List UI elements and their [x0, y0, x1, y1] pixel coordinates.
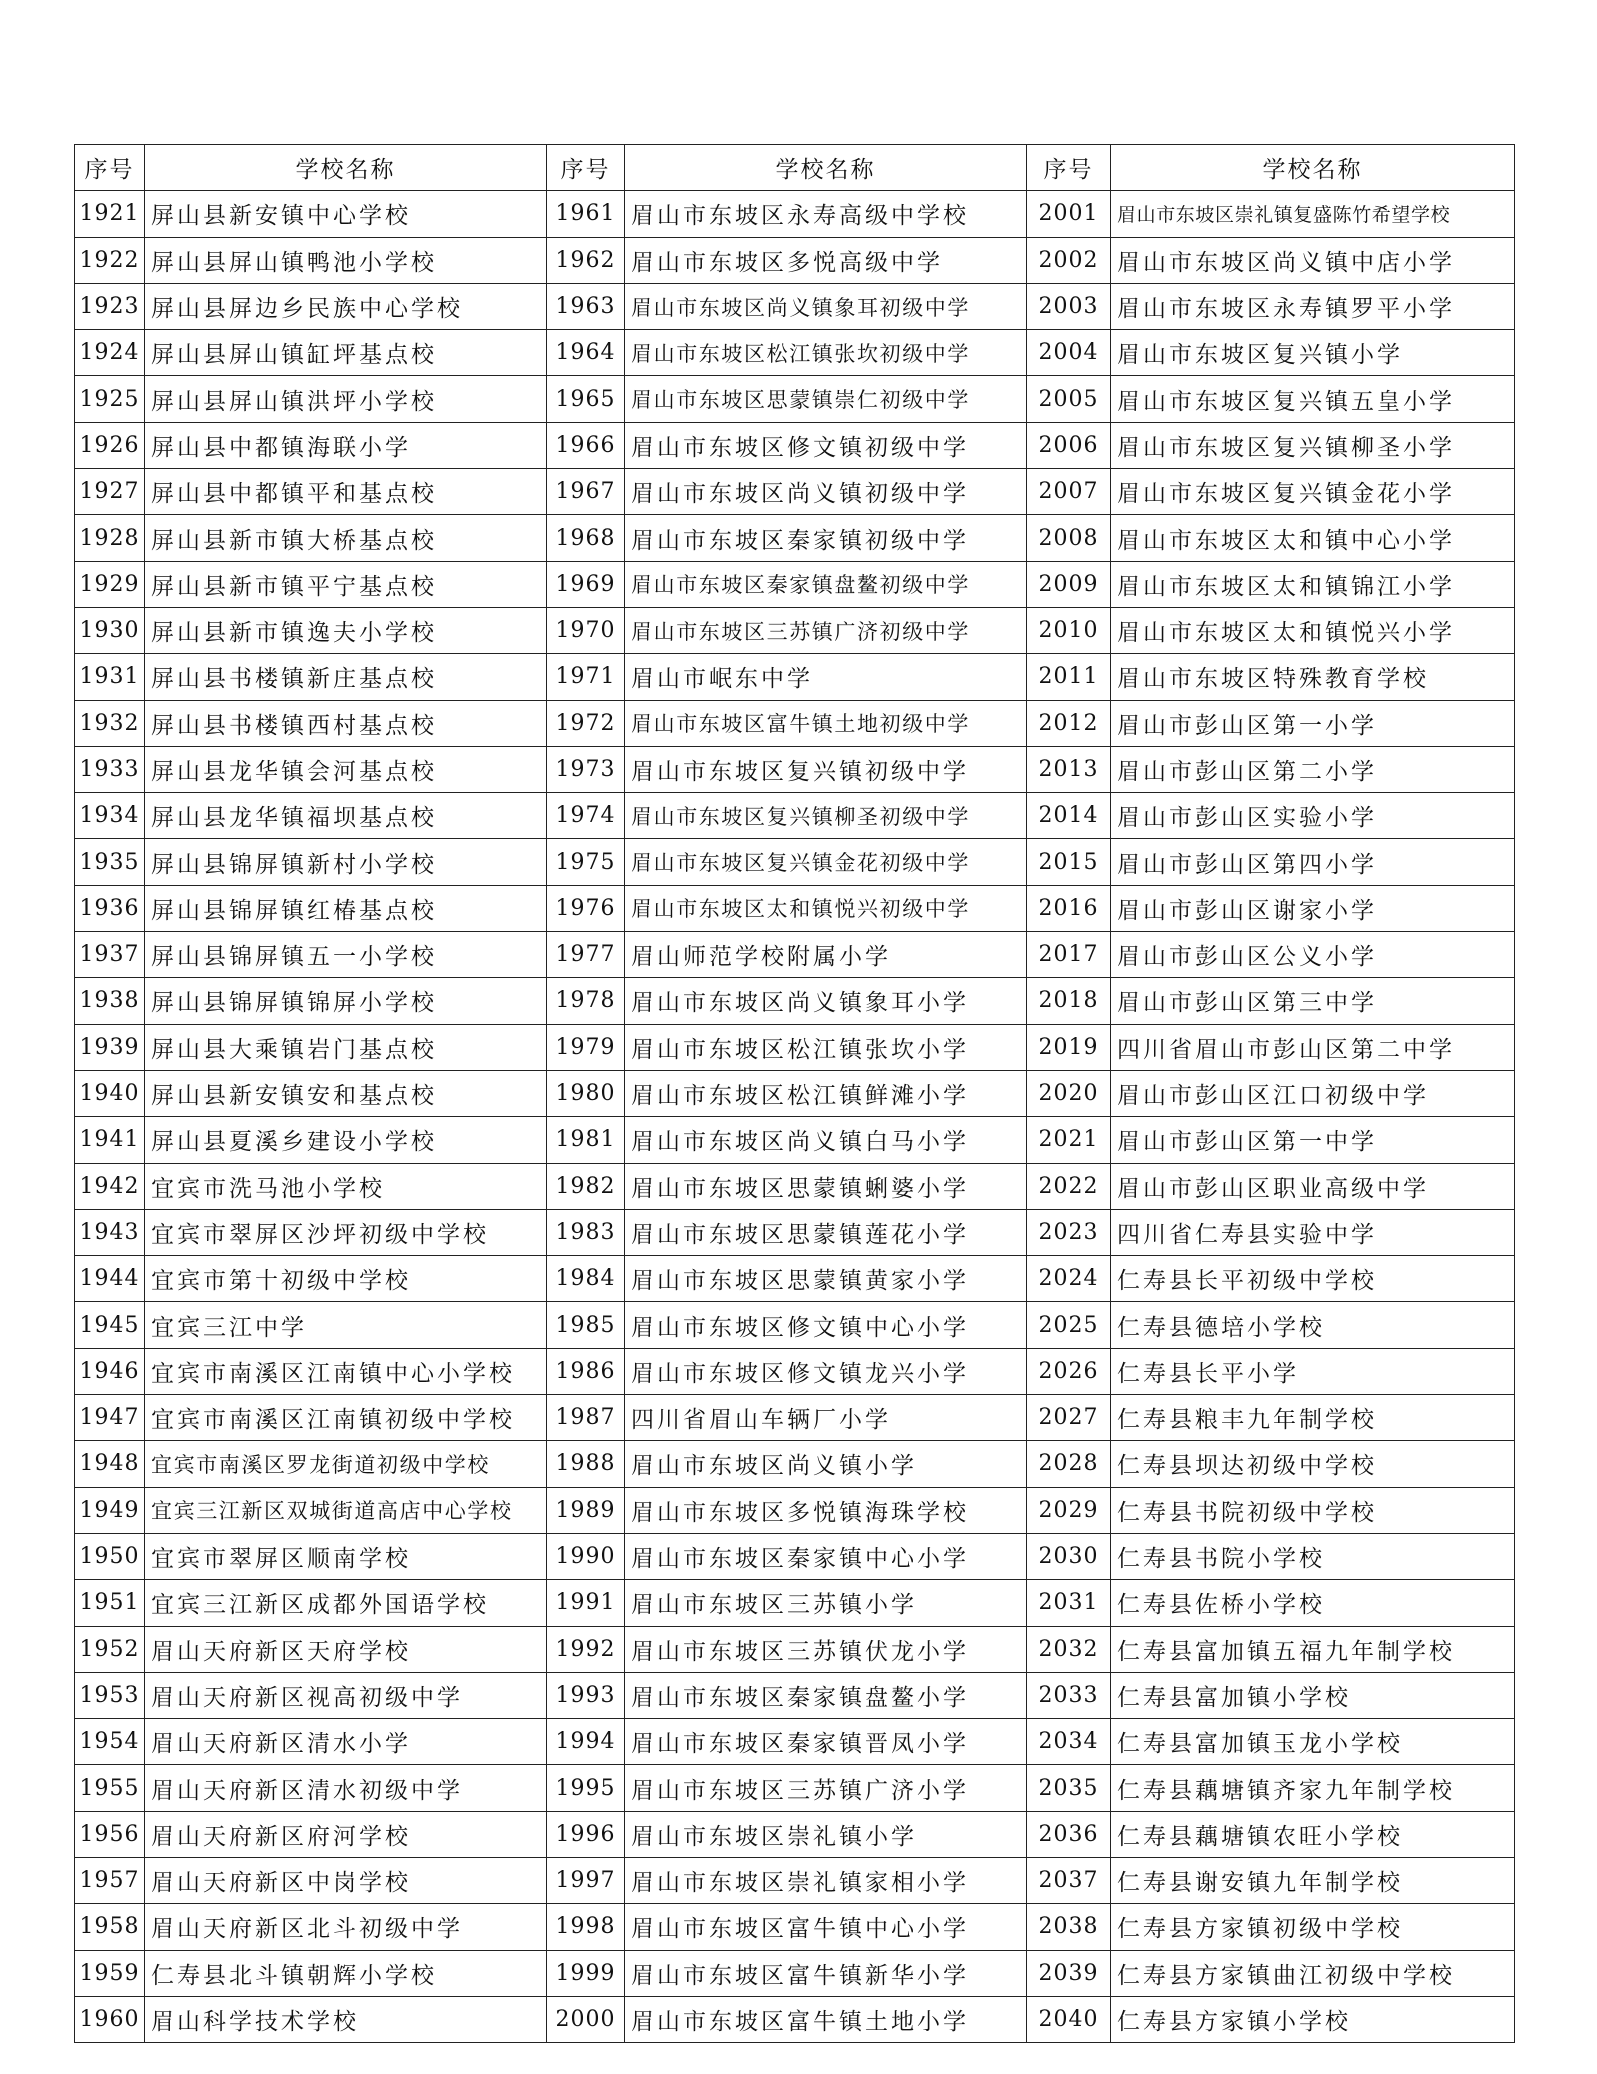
- serial-number: 1943: [75, 1209, 145, 1255]
- school-name: 屏山县屏山镇缸坪基点校: [145, 330, 547, 376]
- school-name: 眉山市东坡区太和镇锦江小学: [1111, 561, 1515, 607]
- school-name: 眉山市东坡区松江镇鲜滩小学: [625, 1070, 1027, 1116]
- table-row: [75, 1950, 1515, 1996]
- serial-number: 2006: [1027, 422, 1111, 468]
- serial-number: 1987: [547, 1395, 625, 1441]
- school-name: 宜宾市南溪区江南镇初级中学校: [145, 1395, 547, 1441]
- serial-number: 1997: [547, 1857, 625, 1903]
- serial-number: 1965: [547, 376, 625, 422]
- table-row: [75, 1626, 1515, 1672]
- school-name: 屏山县书楼镇新庄基点校: [145, 654, 547, 700]
- serial-number: 1940: [75, 1070, 145, 1116]
- header-school-name-2: 学校名称: [625, 145, 1027, 191]
- serial-number: 1995: [547, 1765, 625, 1811]
- table-row: [75, 1904, 1515, 1950]
- school-name: 宜宾三江中学: [145, 1302, 547, 1348]
- table-row: [75, 515, 1515, 561]
- school-name: 眉山市东坡区崇礼镇复盛陈竹希望学校: [1111, 191, 1515, 237]
- table-row: [75, 330, 1515, 376]
- school-name: 屏山县屏边乡民族中心学校: [145, 283, 547, 329]
- school-name: 眉山市东坡区秦家镇初级中学: [625, 515, 1027, 561]
- school-name: 眉山市东坡区尚义镇中店小学: [1111, 237, 1515, 283]
- header-school-name-3: 学校名称: [1111, 145, 1515, 191]
- school-name: 眉山市东坡区修文镇龙兴小学: [625, 1348, 1027, 1394]
- school-name: 眉山天府新区中岗学校: [145, 1857, 547, 1903]
- serial-number: 2021: [1027, 1117, 1111, 1163]
- serial-number: 1953: [75, 1672, 145, 1718]
- table-row: [75, 1348, 1515, 1394]
- school-name: 四川省仁寿县实验中学: [1111, 1209, 1515, 1255]
- school-name: 四川省眉山车辆厂小学: [625, 1395, 1027, 1441]
- serial-number: 1937: [75, 932, 145, 978]
- table-row: [75, 1395, 1515, 1441]
- school-name: 仁寿县藕塘镇农旺小学校: [1111, 1811, 1515, 1857]
- table-row: [75, 283, 1515, 329]
- serial-number: 2033: [1027, 1672, 1111, 1718]
- school-name: 眉山市彭山区第一中学: [1111, 1117, 1515, 1163]
- school-name: 仁寿县富加镇五福九年制学校: [1111, 1626, 1515, 1672]
- school-name: 眉山市东坡区三苏镇广济初级中学: [625, 607, 1027, 653]
- serial-number: 2035: [1027, 1765, 1111, 1811]
- school-name: 眉山市东坡区思蒙镇崇仁初级中学: [625, 376, 1027, 422]
- serial-number: 2030: [1027, 1533, 1111, 1579]
- school-name: 屏山县锦屏镇红椿基点校: [145, 885, 547, 931]
- serial-number: 1969: [547, 561, 625, 607]
- school-name: 眉山市东坡区复兴镇小学: [1111, 330, 1515, 376]
- table-row: [75, 469, 1515, 515]
- school-name: 屏山县屏山镇洪坪小学校: [145, 376, 547, 422]
- serial-number: 1961: [547, 191, 625, 237]
- school-name: 眉山市彭山区第四小学: [1111, 839, 1515, 885]
- school-name: 眉山市东坡区复兴镇金花小学: [1111, 469, 1515, 515]
- serial-number: 1946: [75, 1348, 145, 1394]
- serial-number: 1975: [547, 839, 625, 885]
- table-row: [75, 1302, 1515, 1348]
- serial-number: 1989: [547, 1487, 625, 1533]
- school-name: 屏山县书楼镇西村基点校: [145, 700, 547, 746]
- table-row: [75, 932, 1515, 978]
- serial-number: 1930: [75, 607, 145, 653]
- school-name: 眉山市东坡区秦家镇中心小学: [625, 1533, 1027, 1579]
- table-row: [75, 1070, 1515, 1116]
- serial-number: 2001: [1027, 191, 1111, 237]
- table-row: [75, 1441, 1515, 1487]
- school-name: 眉山市岷东中学: [625, 654, 1027, 700]
- serial-number: 1981: [547, 1117, 625, 1163]
- serial-number: 2031: [1027, 1580, 1111, 1626]
- school-name: 眉山市东坡区富牛镇土地小学: [625, 1996, 1027, 2042]
- school-name: 眉山市东坡区复兴镇金花初级中学: [625, 839, 1027, 885]
- table-body: [75, 191, 1515, 2043]
- school-name: 屏山县新安镇中心学校: [145, 191, 547, 237]
- serial-number: 2037: [1027, 1857, 1111, 1903]
- serial-number: 1955: [75, 1765, 145, 1811]
- serial-number: 1925: [75, 376, 145, 422]
- serial-number: 2039: [1027, 1950, 1111, 1996]
- school-name: 屏山县新市镇平宁基点校: [145, 561, 547, 607]
- school-name: 屏山县中都镇平和基点校: [145, 469, 547, 515]
- school-name: 宜宾市第十初级中学校: [145, 1256, 547, 1302]
- school-name: 屏山县锦屏镇五一小学校: [145, 932, 547, 978]
- school-name: 眉山市东坡区三苏镇小学: [625, 1580, 1027, 1626]
- serial-number: 1962: [547, 237, 625, 283]
- school-name: 眉山市东坡区多悦镇海珠学校: [625, 1487, 1027, 1533]
- serial-number: 1983: [547, 1209, 625, 1255]
- school-name: 仁寿县方家镇小学校: [1111, 1996, 1515, 2042]
- school-name: 眉山市彭山区谢家小学: [1111, 885, 1515, 931]
- header-school-name-1: 学校名称: [145, 145, 547, 191]
- serial-number: 1922: [75, 237, 145, 283]
- school-name: 仁寿县长平小学: [1111, 1348, 1515, 1394]
- school-name: 眉山市东坡区多悦高级中学: [625, 237, 1027, 283]
- serial-number: 1926: [75, 422, 145, 468]
- school-name: 仁寿县富加镇玉龙小学校: [1111, 1719, 1515, 1765]
- serial-number: 1958: [75, 1904, 145, 1950]
- serial-number: 2016: [1027, 885, 1111, 931]
- serial-number: 1939: [75, 1024, 145, 1070]
- table-row: [75, 561, 1515, 607]
- serial-number: 1966: [547, 422, 625, 468]
- table-row: [75, 1209, 1515, 1255]
- school-name: 眉山市东坡区尚义镇白马小学: [625, 1117, 1027, 1163]
- school-name: 眉山市东坡区秦家镇盘鳌小学: [625, 1672, 1027, 1718]
- school-name: 眉山科学技术学校: [145, 1996, 547, 2042]
- header-serial-2: 序号: [547, 145, 625, 191]
- serial-number: 1980: [547, 1070, 625, 1116]
- school-name: 眉山市东坡区复兴镇柳圣小学: [1111, 422, 1515, 468]
- school-name: 眉山市东坡区秦家镇盘鳌初级中学: [625, 561, 1027, 607]
- school-name: 眉山市东坡区复兴镇初级中学: [625, 746, 1027, 792]
- school-name: 眉山市彭山区第一小学: [1111, 700, 1515, 746]
- serial-number: 1996: [547, 1811, 625, 1857]
- school-name: 眉山天府新区府河学校: [145, 1811, 547, 1857]
- school-name: 眉山市东坡区思蒙镇莲花小学: [625, 1209, 1027, 1255]
- school-name: 屏山县新安镇安和基点校: [145, 1070, 547, 1116]
- school-name: 屏山县新市镇逸夫小学校: [145, 607, 547, 653]
- serial-number: 1972: [547, 700, 625, 746]
- table-row: [75, 607, 1515, 653]
- table-row: [75, 1857, 1515, 1903]
- serial-number: 2032: [1027, 1626, 1111, 1672]
- serial-number: 1934: [75, 793, 145, 839]
- table-row: [75, 1024, 1515, 1070]
- school-name: 仁寿县书院初级中学校: [1111, 1487, 1515, 1533]
- school-name: 仁寿县富加镇小学校: [1111, 1672, 1515, 1718]
- school-name: 眉山市彭山区第三中学: [1111, 978, 1515, 1024]
- school-name: 仁寿县方家镇初级中学校: [1111, 1904, 1515, 1950]
- serial-number: 1960: [75, 1996, 145, 2042]
- school-name: 宜宾市南溪区罗龙街道初级中学校: [145, 1441, 547, 1487]
- table-row: [75, 1811, 1515, 1857]
- school-name: 眉山市东坡区松江镇张坎初级中学: [625, 330, 1027, 376]
- school-name: 宜宾市洗马池小学校: [145, 1163, 547, 1209]
- serial-number: 1967: [547, 469, 625, 515]
- serial-number: 1950: [75, 1533, 145, 1579]
- serial-number: 1948: [75, 1441, 145, 1487]
- school-name: 眉山市东坡区秦家镇晋凤小学: [625, 1719, 1027, 1765]
- serial-number: 1933: [75, 746, 145, 792]
- school-list-table: [74, 144, 1515, 2043]
- school-name: 眉山市东坡区崇礼镇小学: [625, 1811, 1027, 1857]
- school-name: 眉山市东坡区尚义镇象耳初级中学: [625, 283, 1027, 329]
- serial-number: 1968: [547, 515, 625, 561]
- school-name: 眉山市东坡区三苏镇广济小学: [625, 1765, 1027, 1811]
- serial-number: 1952: [75, 1626, 145, 1672]
- serial-number: 2034: [1027, 1719, 1111, 1765]
- school-name: 屏山县大乘镇岩门基点校: [145, 1024, 547, 1070]
- serial-number: 2000: [547, 1996, 625, 2042]
- serial-number: 2012: [1027, 700, 1111, 746]
- header-serial-3: 序号: [1027, 145, 1111, 191]
- serial-number: 1974: [547, 793, 625, 839]
- serial-number: 1977: [547, 932, 625, 978]
- serial-number: 1986: [547, 1348, 625, 1394]
- school-name: 眉山天府新区视高初级中学: [145, 1672, 547, 1718]
- school-name: 仁寿县方家镇曲江初级中学校: [1111, 1950, 1515, 1996]
- serial-number: 2022: [1027, 1163, 1111, 1209]
- school-name: 屏山县锦屏镇新村小学校: [145, 839, 547, 885]
- school-name: 眉山市东坡区思蒙镇黄家小学: [625, 1256, 1027, 1302]
- serial-number: 1944: [75, 1256, 145, 1302]
- serial-number: 2018: [1027, 978, 1111, 1024]
- serial-number: 1963: [547, 283, 625, 329]
- table-row: [75, 839, 1515, 885]
- table-row: [75, 237, 1515, 283]
- school-name: 宜宾三江新区双城街道高店中心学校: [145, 1487, 547, 1533]
- school-name: 仁寿县佐桥小学校: [1111, 1580, 1515, 1626]
- table-row: [75, 746, 1515, 792]
- serial-number: 1923: [75, 283, 145, 329]
- table-row: [75, 1163, 1515, 1209]
- school-name: 眉山市彭山区公义小学: [1111, 932, 1515, 978]
- school-name: 眉山市彭山区实验小学: [1111, 793, 1515, 839]
- serial-number: 1947: [75, 1395, 145, 1441]
- school-name: 眉山市东坡区松江镇张坎小学: [625, 1024, 1027, 1070]
- serial-number: 2024: [1027, 1256, 1111, 1302]
- serial-number: 2013: [1027, 746, 1111, 792]
- school-name: 屏山县龙华镇会河基点校: [145, 746, 547, 792]
- school-name: 眉山市东坡区富牛镇中心小学: [625, 1904, 1027, 1950]
- serial-number: 1973: [547, 746, 625, 792]
- table-row: [75, 1256, 1515, 1302]
- school-name: 眉山市东坡区修文镇初级中学: [625, 422, 1027, 468]
- table-row: [75, 700, 1515, 746]
- school-name: 眉山市东坡区太和镇悦兴初级中学: [625, 885, 1027, 931]
- serial-number: 2004: [1027, 330, 1111, 376]
- serial-number: 1924: [75, 330, 145, 376]
- header-row: [75, 145, 1515, 191]
- serial-number: 1998: [547, 1904, 625, 1950]
- school-name: 眉山市东坡区永寿镇罗平小学: [1111, 283, 1515, 329]
- school-name: 宜宾市翠屏区沙坪初级中学校: [145, 1209, 547, 1255]
- serial-number: 1971: [547, 654, 625, 700]
- serial-number: 2029: [1027, 1487, 1111, 1533]
- table-row: [75, 978, 1515, 1024]
- school-name: 眉山天府新区清水初级中学: [145, 1765, 547, 1811]
- school-name: 屏山县夏溪乡建设小学校: [145, 1117, 547, 1163]
- serial-number: 2027: [1027, 1395, 1111, 1441]
- school-name: 眉山市彭山区职业高级中学: [1111, 1163, 1515, 1209]
- school-name: 眉山市东坡区富牛镇新华小学: [625, 1950, 1027, 1996]
- table-row: [75, 1580, 1515, 1626]
- serial-number: 2002: [1027, 237, 1111, 283]
- serial-number: 2028: [1027, 1441, 1111, 1487]
- serial-number: 1985: [547, 1302, 625, 1348]
- school-name: 眉山市东坡区尚义镇初级中学: [625, 469, 1027, 515]
- table-row: [75, 191, 1515, 237]
- serial-number: 2026: [1027, 1348, 1111, 1394]
- table-row: [75, 1117, 1515, 1163]
- school-name: 仁寿县坝达初级中学校: [1111, 1441, 1515, 1487]
- serial-number: 1990: [547, 1533, 625, 1579]
- serial-number: 2010: [1027, 607, 1111, 653]
- serial-number: 1929: [75, 561, 145, 607]
- serial-number: 1932: [75, 700, 145, 746]
- school-name: 仁寿县藕塘镇齐家九年制学校: [1111, 1765, 1515, 1811]
- table-row: [75, 793, 1515, 839]
- school-name: 眉山天府新区清水小学: [145, 1719, 547, 1765]
- school-name: 仁寿县书院小学校: [1111, 1533, 1515, 1579]
- serial-number: 1964: [547, 330, 625, 376]
- school-name: 宜宾市翠屏区顺南学校: [145, 1533, 547, 1579]
- serial-number: 1921: [75, 191, 145, 237]
- serial-number: 1991: [547, 1580, 625, 1626]
- serial-number: 2040: [1027, 1996, 1111, 2042]
- school-name: 仁寿县北斗镇朝辉小学校: [145, 1950, 547, 1996]
- school-name: 四川省眉山市彭山区第二中学: [1111, 1024, 1515, 1070]
- serial-number: 1945: [75, 1302, 145, 1348]
- school-name: 仁寿县粮丰九年制学校: [1111, 1395, 1515, 1441]
- serial-number: 1979: [547, 1024, 625, 1070]
- serial-number: 1927: [75, 469, 145, 515]
- school-name: 屏山县屏山镇鸭池小学校: [145, 237, 547, 283]
- school-name: 仁寿县德培小学校: [1111, 1302, 1515, 1348]
- serial-number: 2005: [1027, 376, 1111, 422]
- school-name: 眉山市彭山区江口初级中学: [1111, 1070, 1515, 1116]
- school-name: 眉山市东坡区富牛镇土地初级中学: [625, 700, 1027, 746]
- school-name: 眉山市东坡区永寿高级中学校: [625, 191, 1027, 237]
- serial-number: 2014: [1027, 793, 1111, 839]
- school-name: 屏山县龙华镇福坝基点校: [145, 793, 547, 839]
- serial-number: 1992: [547, 1626, 625, 1672]
- serial-number: 1959: [75, 1950, 145, 1996]
- serial-number: 1954: [75, 1719, 145, 1765]
- school-name: 仁寿县谢安镇九年制学校: [1111, 1857, 1515, 1903]
- serial-number: 1970: [547, 607, 625, 653]
- serial-number: 1936: [75, 885, 145, 931]
- serial-number: 2036: [1027, 1811, 1111, 1857]
- school-name: 眉山市东坡区思蒙镇蜊婆小学: [625, 1163, 1027, 1209]
- table-row: [75, 376, 1515, 422]
- serial-number: 1999: [547, 1950, 625, 1996]
- table-row: [75, 654, 1515, 700]
- serial-number: 1938: [75, 978, 145, 1024]
- school-name: 眉山天府新区北斗初级中学: [145, 1904, 547, 1950]
- table-row: [75, 1996, 1515, 2042]
- serial-number: 2011: [1027, 654, 1111, 700]
- school-name: 眉山市东坡区崇礼镇家相小学: [625, 1857, 1027, 1903]
- serial-number: 2007: [1027, 469, 1111, 515]
- school-name: 仁寿县长平初级中学校: [1111, 1256, 1515, 1302]
- serial-number: 1994: [547, 1719, 625, 1765]
- header-serial-1: 序号: [75, 145, 145, 191]
- table-row: [75, 422, 1515, 468]
- serial-number: 1976: [547, 885, 625, 931]
- serial-number: 2038: [1027, 1904, 1111, 1950]
- serial-number: 1928: [75, 515, 145, 561]
- school-name: 眉山天府新区天府学校: [145, 1626, 547, 1672]
- serial-number: 2015: [1027, 839, 1111, 885]
- school-name: 眉山市东坡区复兴镇柳圣初级中学: [625, 793, 1027, 839]
- school-name: 屏山县中都镇海联小学: [145, 422, 547, 468]
- school-name: 眉山市东坡区复兴镇五皇小学: [1111, 376, 1515, 422]
- school-name: 宜宾三江新区成都外国语学校: [145, 1580, 547, 1626]
- table-row: [75, 885, 1515, 931]
- serial-number: 1957: [75, 1857, 145, 1903]
- serial-number: 1988: [547, 1441, 625, 1487]
- school-name: 眉山市彭山区第二小学: [1111, 746, 1515, 792]
- table-row: [75, 1765, 1515, 1811]
- serial-number: 1935: [75, 839, 145, 885]
- serial-number: 2008: [1027, 515, 1111, 561]
- table-row: [75, 1533, 1515, 1579]
- school-name: 屏山县新市镇大桥基点校: [145, 515, 547, 561]
- serial-number: 2009: [1027, 561, 1111, 607]
- school-name: 眉山市东坡区太和镇中心小学: [1111, 515, 1515, 561]
- table-row: [75, 1487, 1515, 1533]
- serial-number: 1993: [547, 1672, 625, 1718]
- serial-number: 1941: [75, 1117, 145, 1163]
- serial-number: 1951: [75, 1580, 145, 1626]
- school-name: 屏山县锦屏镇锦屏小学校: [145, 978, 547, 1024]
- serial-number: 2020: [1027, 1070, 1111, 1116]
- serial-number: 2003: [1027, 283, 1111, 329]
- school-name: 宜宾市南溪区江南镇中心小学校: [145, 1348, 547, 1394]
- serial-number: 2019: [1027, 1024, 1111, 1070]
- serial-number: 2017: [1027, 932, 1111, 978]
- school-name: 眉山市东坡区尚义镇象耳小学: [625, 978, 1027, 1024]
- serial-number: 1982: [547, 1163, 625, 1209]
- serial-number: 1956: [75, 1811, 145, 1857]
- school-name: 眉山市东坡区特殊教育学校: [1111, 654, 1515, 700]
- serial-number: 1978: [547, 978, 625, 1024]
- table-row: [75, 1672, 1515, 1718]
- school-name: 眉山师范学校附属小学: [625, 932, 1027, 978]
- school-name: 眉山市东坡区三苏镇伏龙小学: [625, 1626, 1027, 1672]
- serial-number: 1949: [75, 1487, 145, 1533]
- serial-number: 1984: [547, 1256, 625, 1302]
- school-name: 眉山市东坡区修文镇中心小学: [625, 1302, 1027, 1348]
- serial-number: 2025: [1027, 1302, 1111, 1348]
- school-name: 眉山市东坡区尚义镇小学: [625, 1441, 1027, 1487]
- serial-number: 1931: [75, 654, 145, 700]
- school-name: 眉山市东坡区太和镇悦兴小学: [1111, 607, 1515, 653]
- serial-number: 1942: [75, 1163, 145, 1209]
- serial-number: 2023: [1027, 1209, 1111, 1255]
- table-row: [75, 1719, 1515, 1765]
